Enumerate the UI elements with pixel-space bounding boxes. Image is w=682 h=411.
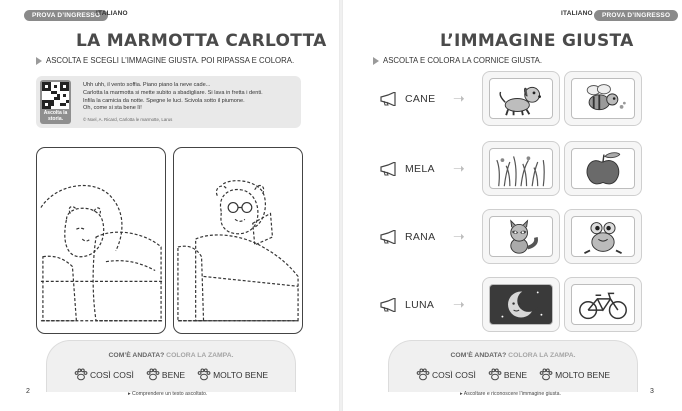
frog-icon [572,217,634,256]
right-page-title: L’IMMAGINE GIUSTA [440,31,634,51]
paw-icon [197,368,211,381]
grass-icon [490,149,552,188]
bee-icon [572,79,634,118]
apple-icon [572,149,634,188]
picture-card-frog[interactable] [564,209,642,264]
left-subject-label: ITALIANO [96,10,128,17]
coloring-panel-sleeping[interactable] [36,147,166,334]
paw-icon [146,368,160,381]
page-number-left: 2 [26,388,30,395]
feedback-option-label: COSÌ COSÌ [89,369,134,380]
row-word: CANE [405,93,436,105]
row-word: RANA [405,231,436,243]
feedback-option-label: MOLTO BENE [555,369,611,380]
right-feedback-box [388,340,638,392]
feedback-option-molto-bene[interactable] [197,368,268,381]
megaphone-icon[interactable] [379,162,399,176]
right-goal-text: Ascoltare e riconoscere l’immagine giusta. [463,391,561,397]
left-page-title: LA MARMOTTA CARLOTTA [76,31,327,51]
story-line: Oh, come si sta bene lì! [83,105,142,112]
story-line: Uhh uhh, il vento soffia. Piano piano la neve cade... [83,82,211,88]
left-instruction [36,56,294,65]
instruction-arrow-icon [373,57,379,65]
moon-icon [490,285,552,324]
feedback-option-bene[interactable] [488,368,527,381]
picture-card-apple[interactable] [564,141,642,196]
paw-icon [74,368,88,381]
feedback-instruction: COLORA LA ZAMPA. [166,352,234,359]
instruction-arrow-icon [36,57,42,65]
feedback-option-label: MOLTO BENE [213,369,269,380]
paw-icon [488,368,502,381]
paw-icon [539,368,553,381]
story-credit: © Noel, A. Ricard, Carlotta le marmotte, Larus [83,117,173,122]
row-rana [375,209,645,264]
qr-label: Ascolta la storia. [43,110,68,122]
right-feedback-title [389,352,637,359]
feedback-option-label: BENE [503,369,528,380]
picture-card-raccoon[interactable] [482,209,560,264]
story-box [36,76,301,128]
row-word: MELA [405,163,435,175]
feedback-option-bene[interactable] [146,368,185,381]
left-feedback-options [47,368,295,381]
row-mela [375,141,645,196]
left-goal: ▸ Comprendere un testo ascoltato. [128,391,208,397]
arrow-right-icon: ➝ [453,90,465,106]
megaphone-icon[interactable] [379,230,399,244]
page-gutter [339,0,343,411]
arrow-right-icon: ➝ [453,296,465,312]
megaphone-icon[interactable] [379,92,399,106]
right-instruction-text: ASCOLTA E COLORA LA CORNICE GIUSTA. [383,56,543,65]
page-number-right: 3 [650,388,654,395]
raccoon-icon [490,217,552,256]
row-luna [375,277,645,332]
row-cane [375,71,645,126]
feedback-instruction: COLORA LA ZAMPA. [508,352,576,359]
paw-icon [416,368,430,381]
right-section-tag: PROVA D’INGRESSO [594,10,678,21]
left-feedback-box [46,340,296,392]
feedback-question: COM’È ANDATA? [450,352,507,359]
left-feedback-title [47,352,295,359]
picture-card-bicycle[interactable] [564,277,642,332]
left-section-tag: PROVA D’INGRESSO [24,10,108,21]
feedback-option-cosi-cosi[interactable] [416,368,476,381]
megaphone-icon[interactable] [379,298,399,312]
feedback-option-label: BENE [161,369,186,380]
coloring-panel-reading[interactable] [173,147,303,334]
bicycle-icon [572,285,634,324]
feedback-option-label: COSÌ COSÌ [431,369,476,380]
row-word: LUNA [405,299,435,311]
story-text [83,82,263,113]
picture-card-bee[interactable] [564,71,642,126]
qr-code-button[interactable] [40,80,71,124]
picture-card-dog[interactable] [482,71,560,126]
arrow-right-icon: ➝ [453,160,465,176]
story-line: Carlotta la marmotta si mette subito a sbadigliare. Si lava in fretta i denti. [83,89,263,96]
left-instruction-text: ASCOLTA E SCEGLI L’IMMAGINE GIUSTA. POI RIPASSA E COLORA. [46,56,295,65]
arrow-right-icon: ➝ [453,228,465,244]
qr-code-icon [42,82,69,109]
picture-card-moon[interactable] [482,277,560,332]
right-goal: ▸ Ascoltare e riconoscere l’immagine giusta. [460,391,561,397]
feedback-option-molto-bene[interactable] [539,368,610,381]
right-instruction [373,56,542,65]
right-subject-label: ITALIANO [561,10,593,17]
story-line: Infila la camicia da notte. Spegne le luci. Scivola sotto il piumone. [83,97,245,104]
picture-card-grass[interactable] [482,141,560,196]
right-feedback-options [389,368,637,381]
left-goal-text: Comprendere un testo ascoltato. [132,391,208,397]
feedback-option-cosi-cosi[interactable] [74,368,134,381]
feedback-question: COM’È ANDATA? [108,352,165,359]
dog-icon [490,79,552,118]
